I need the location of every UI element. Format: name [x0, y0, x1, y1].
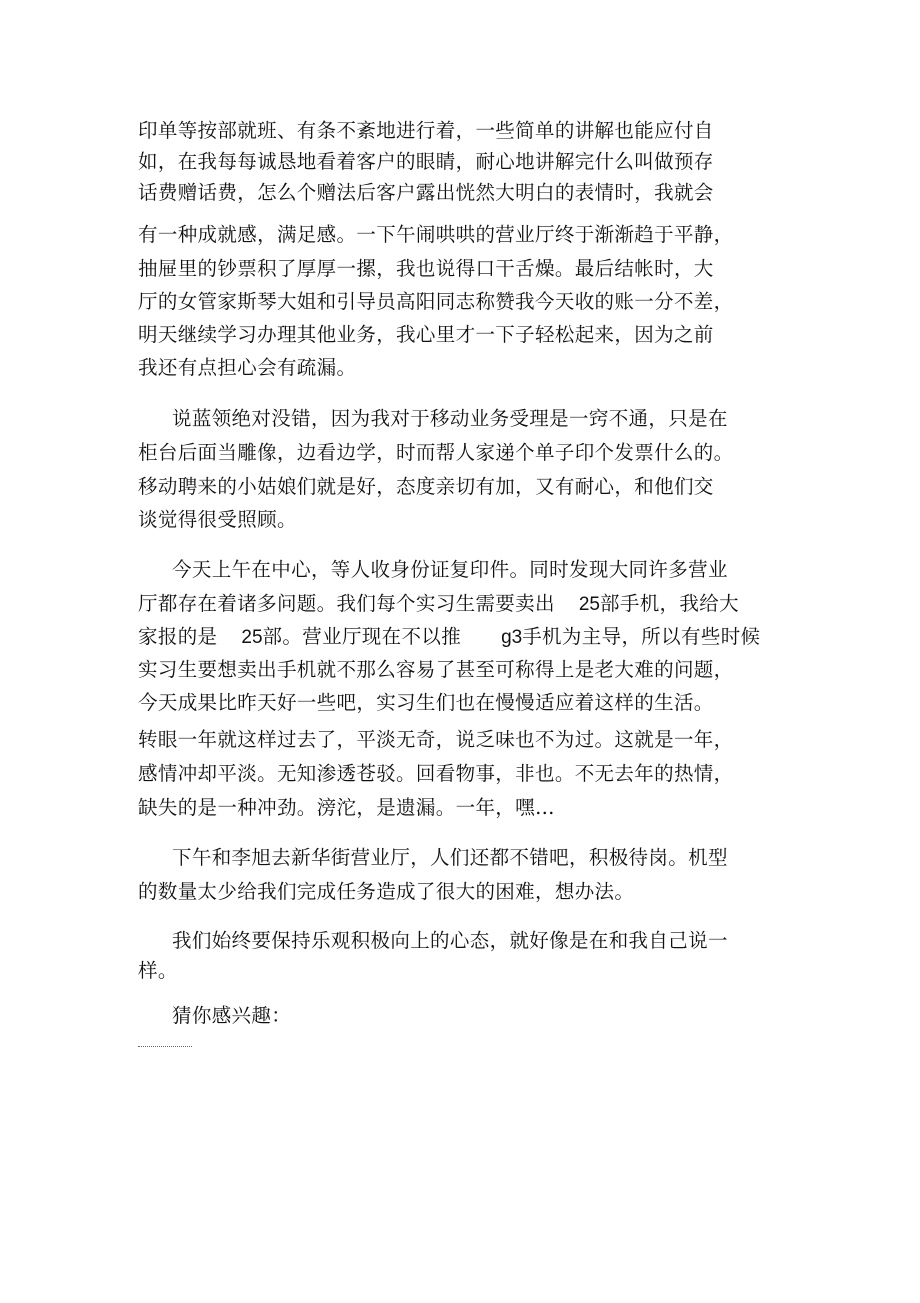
text-segment: 厅都存在着诸多问题。我们每个实习生需要卖出 — [138, 592, 555, 615]
number-text: 25 — [241, 627, 263, 648]
text-line: 谈觉得很受照顾。 — [138, 508, 297, 531]
text-line: 如，在我每每诚恳地看着客户的眼睛，耐心地讲解完什么叫做预存 — [138, 150, 714, 173]
text-line: 实习生要想卖出手机就不那么容易了甚至可称得上是老大难的问题， — [138, 658, 734, 681]
text-line: 今天上午在中心，等人收身份证复印件。同时发现大同许多营业 — [172, 558, 728, 581]
text-line: 今天成果比昨天好一些吧，实习生们也在慢慢适应着这样的生活。 — [138, 691, 714, 714]
text-line: 明天继续学习办理其他业务，我心里才一下子轻松起来，因为之前 — [138, 323, 714, 346]
text-line: 下午和李旭去新华街营业厅，人们还都不错吧，积极待岗。机型 — [172, 846, 728, 869]
text-line: 有一种成就感，满足感。一下午闹哄哄的营业厅终于渐渐趋于平静， — [138, 223, 734, 246]
dotted-divider — [138, 1046, 192, 1047]
text-line: 说蓝领绝对没错，因为我对于移动业务受理是一窍不通，只是在 — [172, 407, 728, 430]
text-line: 样。 — [138, 959, 178, 982]
text-line: 感情冲却平淡。无知渗透苍驳。回看物事，非也。不无去年的热情， — [138, 762, 734, 785]
model-text: g3 — [501, 627, 523, 648]
text-line — [138, 591, 739, 618]
text-line: 我们始终要保持乐观积极向上的心态，就好像是在和我自己说一 — [172, 929, 728, 952]
section-heading: 猜你感兴趣： — [172, 1004, 292, 1027]
text-segment: 部手机，我给大 — [600, 592, 739, 615]
text-line: 移动聘来的小姑娘们就是好，态度亲切有加，又有耐心，和他们交 — [138, 475, 714, 498]
text-segment: 手机为主导，所以有些时候 — [522, 625, 761, 648]
text-segment: 部。营业厅现在不以推 — [262, 625, 462, 648]
text-line: 印单等按部就班、有条不紊地进行着，一些简单的讲解也能应付自 — [138, 119, 714, 142]
text-line: 厅的女管家斯琴大姐和引导员高阳同志称赞我今天收的账一分不差， — [138, 290, 734, 313]
number-text: 25 — [578, 594, 600, 615]
text-line — [138, 624, 760, 651]
text-line: 抽屉里的钞票积了厚厚一摞，我也说得口干舌燥。最后结帐时，大 — [138, 257, 714, 280]
text-segment: 家报的是 — [138, 625, 218, 648]
text-line: 的数量太少给我们完成任务造成了很大的困难，想办法。 — [138, 880, 635, 903]
text-line: 转眼一年就这样过去了，平淡无奇，说乏味也不为过。这就是一年， — [138, 728, 734, 751]
text-line: 我还有点担心会有疏漏。 — [138, 356, 357, 379]
text-line: 缺失的是一种冲劲。滂沱，是遗漏。一年，嘿… — [138, 796, 555, 819]
text-line: 话费赠话费，怎么个赠法后客户露出恍然大明白的表情时，我就会 — [138, 181, 714, 204]
text-line: 柜台后面当雕像，边看边学，时而帮人家递个单子印个发票什么的。 — [138, 441, 734, 464]
